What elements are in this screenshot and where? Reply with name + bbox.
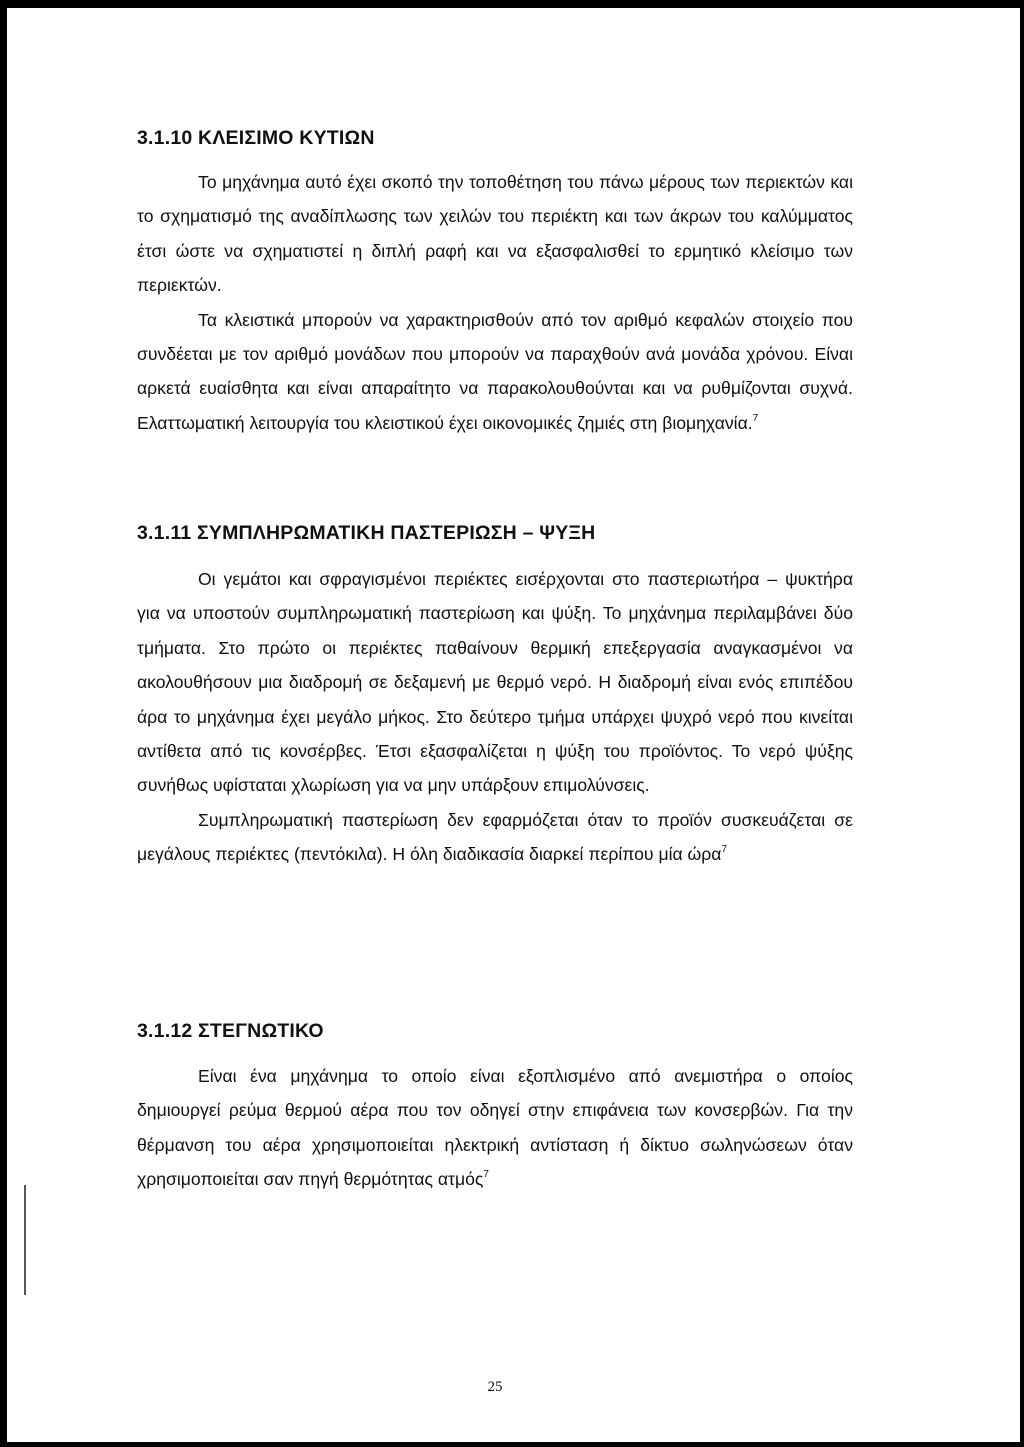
paragraph bbox=[137, 1059, 853, 1197]
scan-border-top bbox=[0, 0, 1024, 8]
scan-border-right bbox=[1020, 0, 1024, 1447]
scan-border-bottom bbox=[0, 1442, 1024, 1447]
scan-border-left bbox=[0, 0, 7, 1447]
paragraph-text: Οι γεμάτοι και σφραγισμένοι περιέκτες εισέρχονται στο παστεριωτήρα – ψυκτήρα για να υποστούν συμπληρωματική παστερίωση και ψύξη. Το μηχάνημα περιλαμβάνει δύο τμήματα. Στο πρώτο οι περιέκτες παθαίνουν θερμική επεξεργασία αναγκασμένοι να ακολουθήσουν μια διαδρομή σε δεξαμενή με θερμό νερό. Η διαδρομή είναι ενός επιπέδου άρα το μηχάνημα έχει μεγάλο μήκος. Στο δεύτερο τμήμα υπάρχει ψυχρό νερό που κινείται αντίθετα από τις κονσέρβες. Έτσι εξασφαλίζεται η ψύξη του προϊόντος. Το νερό ψύξης συνήθως υφίσταται χλωρίωση για να μην υπάρξουν επιμολύνσεις. bbox=[137, 569, 853, 796]
paragraph bbox=[137, 803, 853, 872]
paragraph-text: Τα κλειστικά μπορούν να χαρακτηρισθούν από τον αριθμό κεφαλών στοιχείο που συνδέεται με τον αριθμό μονάδων που μπορούν να παραχθούν ανά μονάδα χρόνου. Είναι αρκετά ευαίσθητα και είναι απαραίτητο να παρακολουθούνται και να ρυθμίζονται συχνά. Ελαττωματική λειτουργία του κλειστικού έχει οικονομικές ζημιές στη βιομηχανία. bbox=[137, 309, 853, 433]
footnote-reference: 7 bbox=[483, 1169, 489, 1181]
section-heading: 3.1.10 ΚΛΕΙΣΙΜΟ ΚΥΤΙΩΝ bbox=[137, 127, 375, 149]
section-kleisimo-kytion bbox=[137, 126, 853, 440]
footnote-reference: 7 bbox=[752, 412, 759, 424]
page-number: 25 bbox=[487, 1379, 503, 1395]
section-stegnwtiko bbox=[137, 1019, 853, 1197]
section-heading: 3.1.11 ΣΥΜΠΛΗΡΩΜΑΤΙΚΗ ΠΑΣΤΕΡΙΩΣΗ – ΨΥΞΗ bbox=[137, 522, 596, 544]
section-heading: 3.1.12 ΣΤΕΓΝΩΤΙΚΟ bbox=[137, 1020, 324, 1042]
margin-change-bar bbox=[24, 1185, 26, 1295]
section-symplhrwmatikh-pasteriwsh bbox=[137, 521, 853, 872]
paragraph bbox=[137, 165, 853, 303]
paragraph-text: Συμπληρωματική παστερίωση δεν εφαρμόζεται όταν το προϊόν συσκευάζεται σε μεγάλους περιέκτες (πεντόκιλα). Η όλη διαδικασία διαρκεί περίπου μία ώρα bbox=[137, 809, 853, 865]
footnote-reference: 7 bbox=[721, 844, 728, 856]
paragraph bbox=[137, 303, 853, 441]
paragraph-text: Το μηχάνημα αυτό έχει σκοπό την τοποθέτηση του πάνω μέρους των περιεκτών και το σχηματισμό της αναδίπλωσης των χειλών του περιέκτη και των άκρων του καλύμματος έτσι ώστε να σχηματιστεί η διπλή ραφή και να εξασφαλισθεί το ερμητικό κλείσιμο των περιεκτών. bbox=[137, 172, 853, 296]
paragraph-text: Είναι ένα μηχάνημα το οποίο είναι εξοπλισμένο από ανεμιστήρα ο οποίος δημιουργεί ρεύμα θερμού αέρα που τον οδηγεί στην επιφάνεια των κονσερβών. Για την θέρμανση του αέρα χρησιμοποιείται ηλεκτρική αντίσταση ή δίκτυο σωληνώσεων όταν χρησιμοποιείται σαν πηγή θερμότητας ατμός bbox=[137, 1066, 853, 1190]
paragraph bbox=[137, 562, 853, 803]
